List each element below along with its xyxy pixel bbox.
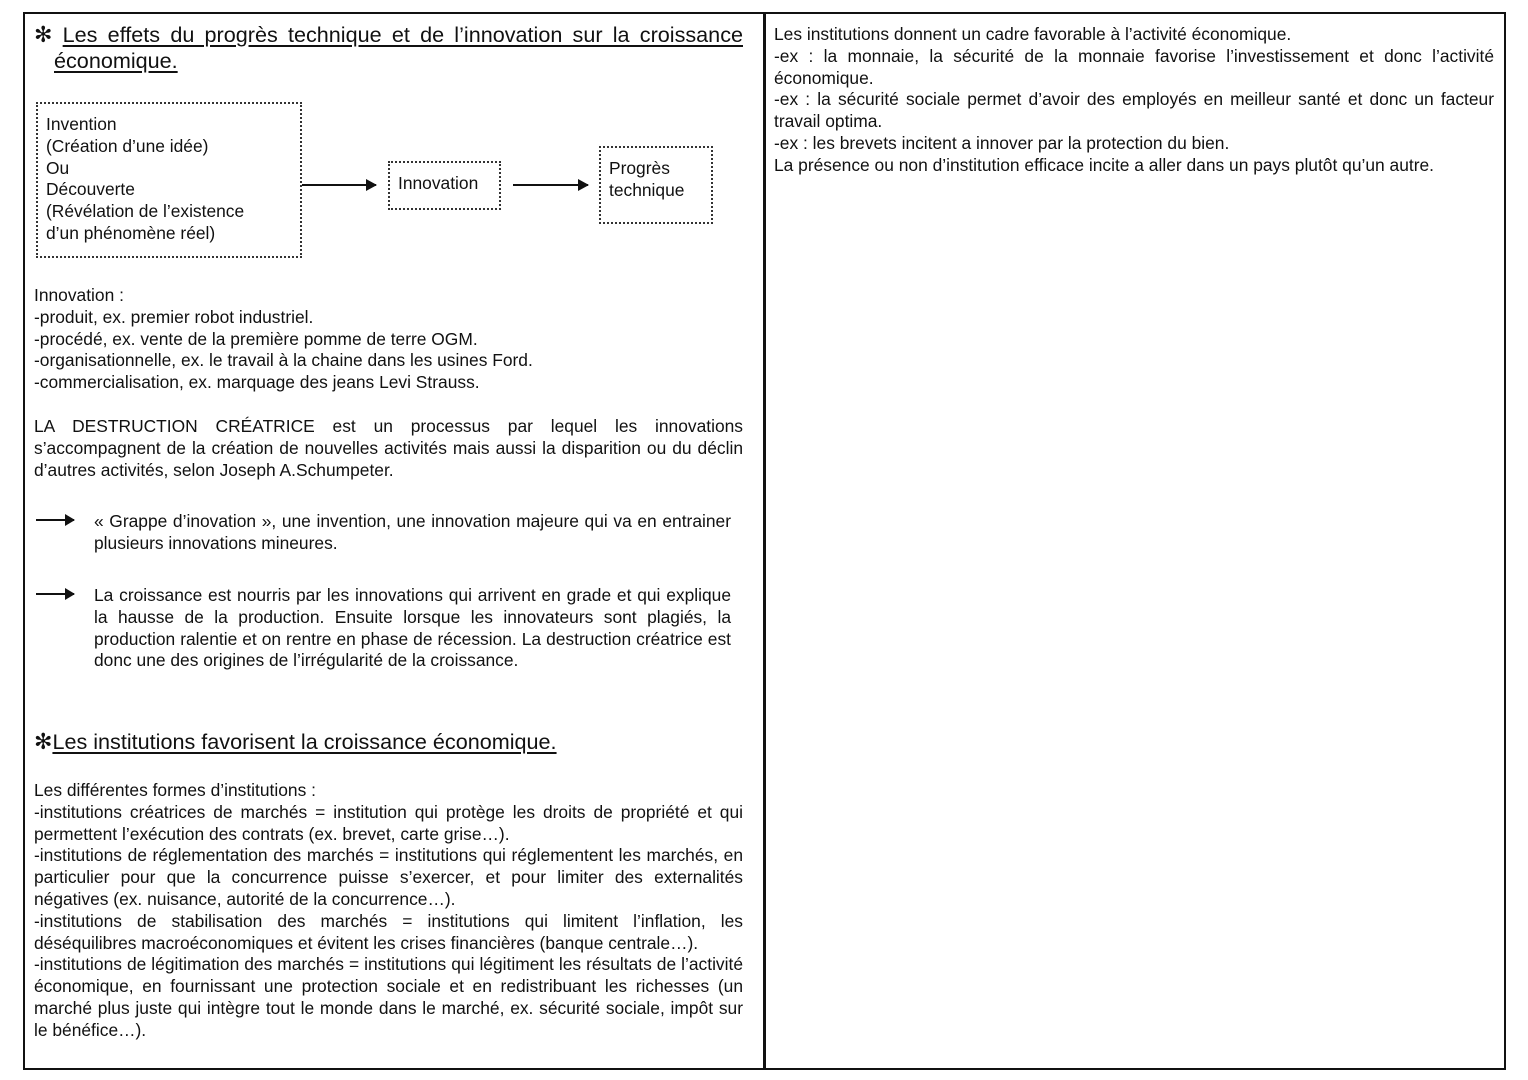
bullet-text: La croissance est nourris par les innovations qui arrivent en grade et qui explique la hausse de la production. Ensuite lorsque les innovateurs sont plagiés, la production ralentie et on rentre en phase de récession. La destruction créatrice est donc une des origines de l’irrégularité de la croissance. xyxy=(94,585,731,671)
section-title-line2: économique. xyxy=(54,48,178,73)
arrow-icon xyxy=(302,184,376,186)
column-divider xyxy=(763,12,766,1070)
list-item: -institutions de stabilisation des marchés = institutions qui limitent l’inflation, les déséquilibres macroéconomiques et évitent les crises financières (banque centrale…). xyxy=(34,910,743,953)
innovation-box xyxy=(388,161,501,210)
arrow-icon xyxy=(36,519,74,521)
list-item: -procédé, ex. vente de la première pomme de terre OGM. xyxy=(34,328,478,349)
progres-technique-box xyxy=(599,146,713,224)
section-heading-institutions xyxy=(34,729,557,755)
box-line: Invention xyxy=(46,114,117,134)
arrow-bullet xyxy=(34,511,731,555)
list-item: -institutions de légitimation des marchés = institutions qui légitiment les résultats de l’activité économique, en fournissant une protection sociale et en redistribuant les richesses (un marché plus juste qui intègre tout le monde dans le marché, ex. sécurité sociale, impôt sur le bénéfice…). xyxy=(34,954,743,1040)
paragraph: -ex : la sécurité sociale permet d’avoir des employés en meilleur santé et donc un facteur travail optima. xyxy=(774,89,1494,132)
box-line: Progrès xyxy=(609,158,670,178)
innovation-types xyxy=(34,285,743,394)
box-line: Découverte xyxy=(46,179,135,200)
paragraph: La présence ou non d’institution efficace incite a aller dans un pays plutôt qu’un autre. xyxy=(774,154,1434,175)
paragraph: -ex : la monnaie, la sécurité de la monnaie favorise l’investissement et donc l’activité économique. xyxy=(774,45,1494,88)
invention-box xyxy=(36,102,302,258)
arrow-icon xyxy=(36,593,74,595)
box-line: Ou xyxy=(46,157,70,178)
list-item: -organisationnelle, ex. le travail à la chaine dans les usines Ford. xyxy=(34,350,533,371)
list-item: -produit, ex. premier robot industriel. xyxy=(34,306,314,327)
section-title-line1: Les effets du progrès technique et de l’innovation sur la croissance xyxy=(62,22,743,47)
section-heading-progress xyxy=(34,22,743,74)
innovation-title: Innovation : xyxy=(34,285,124,305)
arrow-icon xyxy=(513,184,588,186)
arrow-bullet xyxy=(34,585,731,672)
box-line: d’un phénomène réel) xyxy=(46,222,216,243)
box-line: technique xyxy=(609,179,685,200)
section-title: Les institutions favorisent la croissance économique. xyxy=(52,729,557,754)
paragraph: Les institutions donnent un cadre favorable à l’activité économique. xyxy=(774,24,1292,44)
asterisk-icon: ✻ xyxy=(34,22,53,47)
box-line: (Création d’une idée) xyxy=(46,135,209,156)
destruction-creatrice-paragraph: LA DESTRUCTION CRÉATRICE est un processus par lequel les innovations s’accompagnent de la création de nouvelles activités mais aussi la disparition ou du déclin d’autres activités, selon Joseph A.Schumpeter. xyxy=(34,416,743,480)
paragraph: -ex : les brevets incitent a innover par la protection du bien. xyxy=(774,132,1230,153)
institutions-title: Les différentes formes d’institutions : xyxy=(34,780,316,800)
asterisk-icon: ✻ xyxy=(34,729,53,754)
right-column xyxy=(774,24,1494,177)
box-line: Innovation xyxy=(398,173,479,193)
list-item: -institutions de réglementation des marchés = institutions qui réglementent les marchés, en particulier pour que la concurrence puisse s’exercer, et pour limiter des externalités négatives (ex. nuisance, autorité de la concurrence…). xyxy=(34,845,743,909)
list-item: -institutions créatrices de marchés = institution qui protège les droits de propriété et qui permettent l’exécution des contrats (ex. brevet, carte grise…). xyxy=(34,801,743,844)
institutions-list xyxy=(34,780,743,1042)
list-item: -commercialisation, ex. marquage des jeans Levi Strauss. xyxy=(34,372,480,393)
bullet-text: « Grappe d’inovation », une invention, une innovation majeure qui va en entrainer plusieurs innovations mineures. xyxy=(94,511,731,553)
box-line: (Révélation de l’existence xyxy=(46,201,245,222)
